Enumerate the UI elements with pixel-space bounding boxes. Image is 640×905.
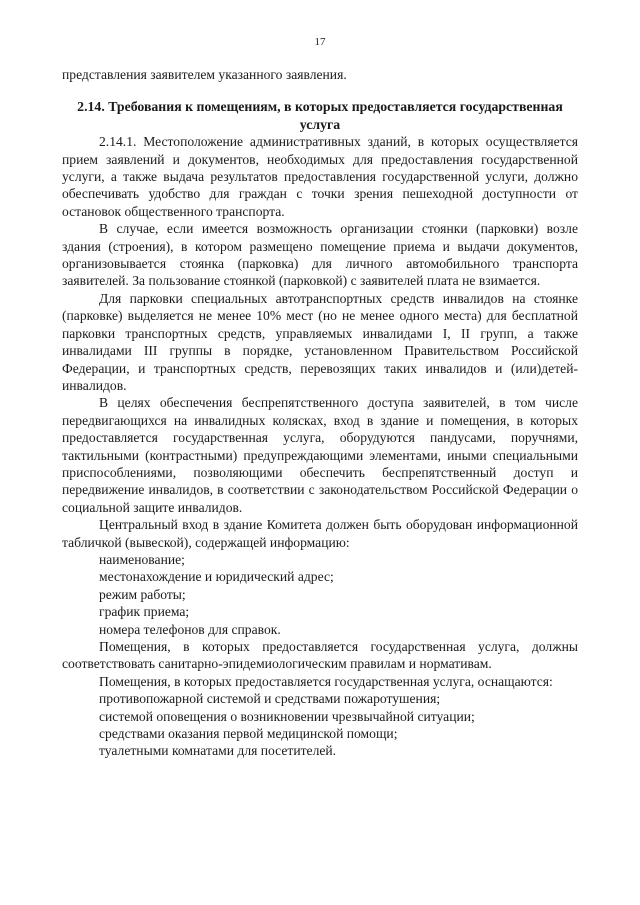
list-item: средствами оказания первой медицинской помощи; bbox=[99, 726, 398, 742]
list-item: наименование; bbox=[99, 551, 185, 567]
list-item: режим работы; bbox=[99, 586, 186, 602]
paragraph-disabled-parking: Для парковки специальных автотранспортных средств инвалидов на стоянке (парковке) выделяется не менее 10% мест (но не менее одного места) для бесплатной парковки транспортных средств, управляемых инвалидами I, II групп, а также инвалидами III группы в порядке, установленном Правительством Российской Федерации, и транспортных средств, перевозящих таких инвалидов и (или)детей-инвалидов. bbox=[62, 290, 578, 393]
list-item: системой оповещения о возникновении чрезвычайной ситуации; bbox=[99, 708, 475, 724]
paragraph-accessibility: В целях обеспечения беспрепятственного доступа заявителей, в том числе передвигающихся на инвалидных колясках, вход в здание и помещения, в которых предоставляется государственная услуга, оборудуются пандусами, поручнями, тактильными (контрастными) предупреждающими элементами, иными специальными приспособлениями, позволяющими обеспечить беспрепятственный доступ и передвижение инвалидов, в соответствии с законодательством Российской Федерации о социальной защите инвалидов. bbox=[62, 395, 578, 515]
paragraph-entrance-sign: Центральный вход в здание Комитета должен быть оборудован информационной табличкой (вывеской), содержащей информацию: bbox=[62, 517, 578, 550]
list-item: туалетными комнатами для посетителей. bbox=[99, 743, 337, 759]
paragraph-equipment: Помещения, в которых предоставляется государственная услуга, оснащаются: bbox=[99, 673, 553, 689]
sign-info-list bbox=[62, 551, 578, 638]
list-item: график приема; bbox=[99, 604, 190, 620]
list-item: номера телефонов для справок. bbox=[99, 621, 281, 637]
paragraph-location: 2.14.1. Местоположение административных зданий, в которых осуществляется прием заявлений и документов, необходимых для предоставления государственной услуги, а также выдача результатов предоставления государственной услуги, должно обеспечивать удобство для граждан с точки зрения пешеходной доступности от остановок общественного транспорта. bbox=[62, 134, 578, 219]
page-number: 17 bbox=[314, 36, 326, 48]
list-item: местонахождение и юридический адрес; bbox=[99, 569, 334, 585]
equipment-list bbox=[62, 690, 578, 760]
document-body bbox=[62, 66, 578, 760]
paragraph-sanitary: Помещения, в которых предоставляется государственная услуга, должны соответствовать санитарно-эпидемиологическим правилам и нормативам. bbox=[62, 639, 578, 672]
list-item: противопожарной системой и средствами пожаротушения; bbox=[99, 691, 441, 707]
carryover-paragraph: представления заявителем указанного заявления. bbox=[62, 67, 347, 82]
paragraph-parking: В случае, если имеется возможность организации стоянки (парковки) возле здания (строения), в котором размещено помещение приема и выдачи документов, организовывается стоянка (парковка) для личного автомобильного транспорта заявителей. За пользование стоянкой (парковкой) с заявителей плата не взимается. bbox=[62, 221, 578, 289]
section-heading: 2.14. Требования к помещениям, в которых предоставляется государственная услуга bbox=[77, 99, 563, 132]
